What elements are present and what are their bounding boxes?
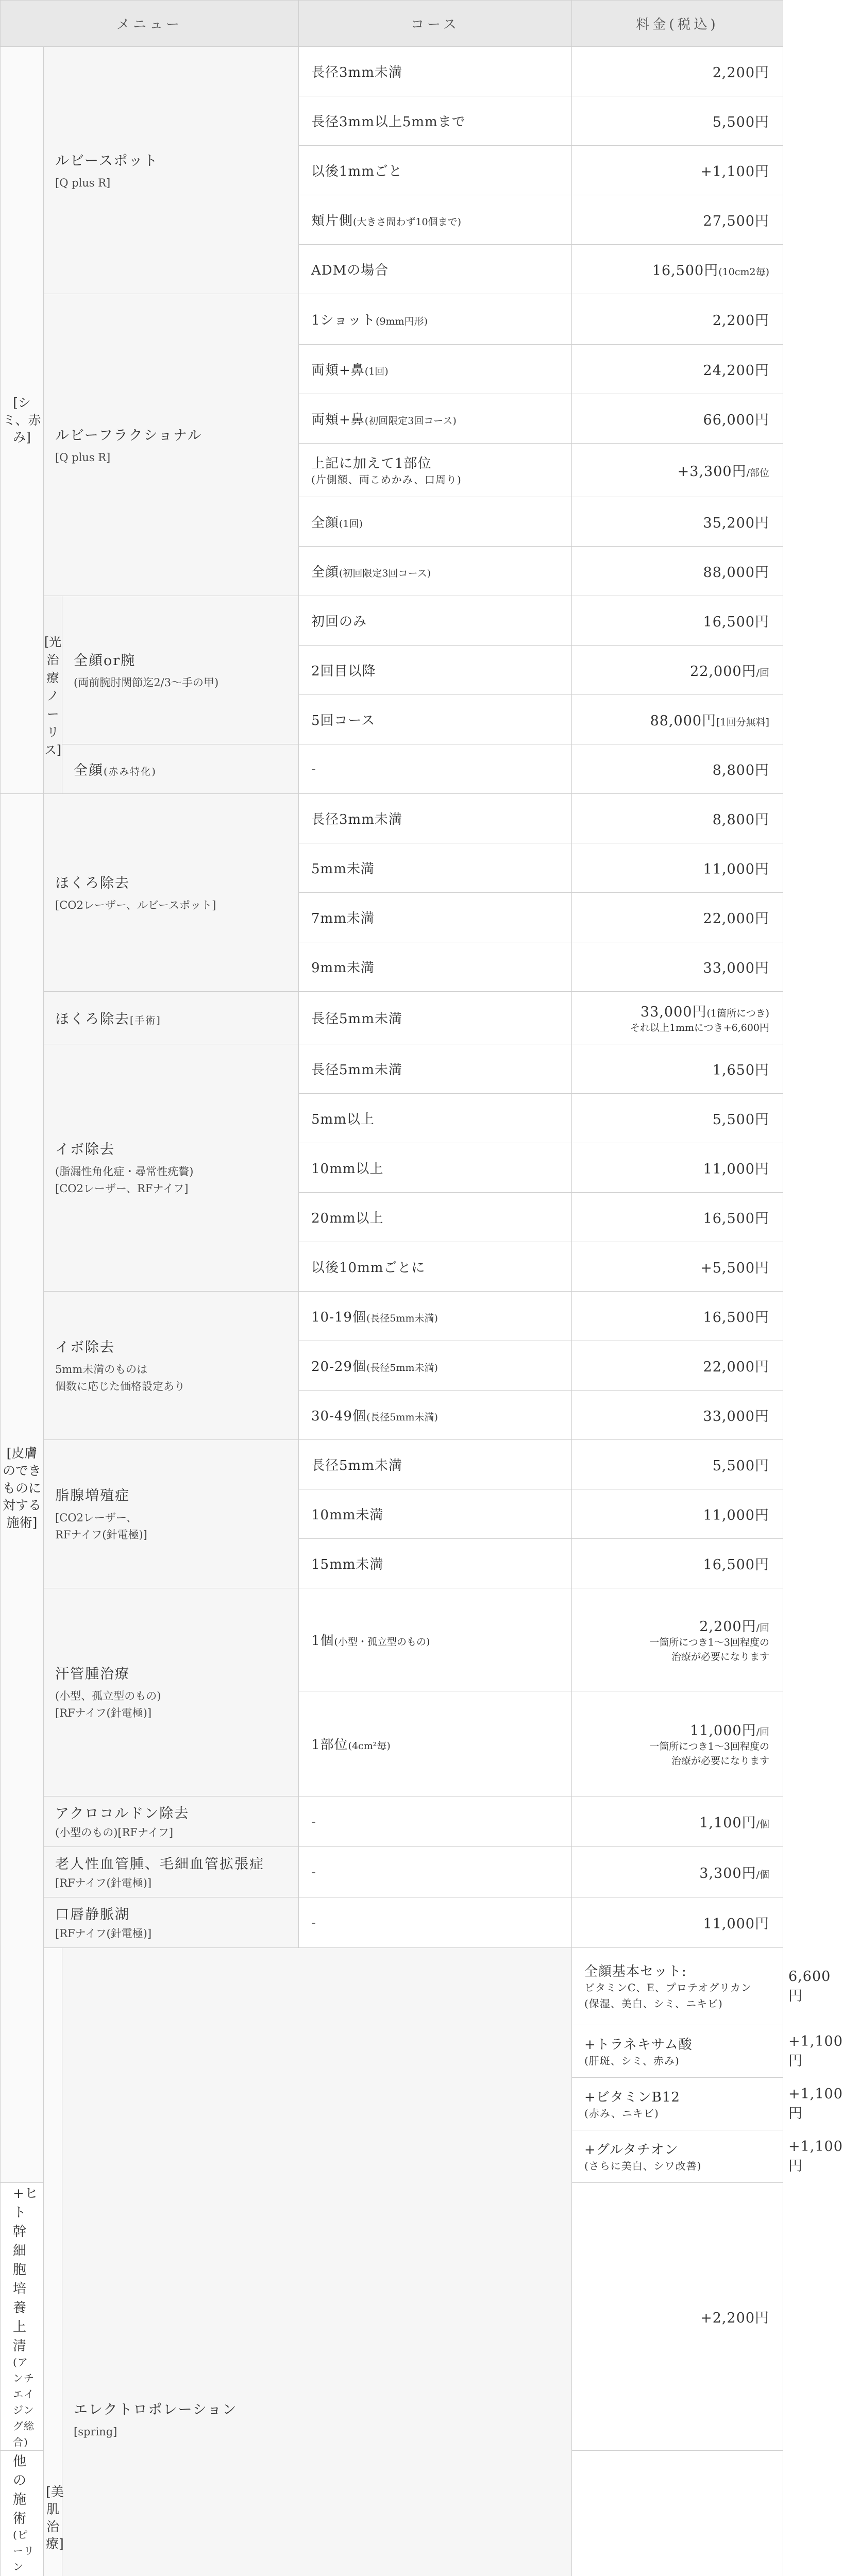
price-cell: 11,000円 (572, 843, 783, 893)
header-price: 料金(税込) (572, 1, 783, 47)
price-cell: 1,650円 (572, 1044, 783, 1094)
price-note-extra: 一箇所につき1〜3回程度の (649, 1636, 769, 1648)
price-value: +3,300円 (677, 464, 747, 480)
course-note: (片側額、両こめかみ、口周り) (311, 473, 462, 486)
menu-noris (62, 596, 299, 744)
price-note: [1回分無料] (716, 717, 769, 728)
course-note: (長径5mm未満) (366, 1313, 438, 1324)
course-label: 1個 (311, 1633, 334, 1649)
price-cell: 11,000円 (572, 1897, 783, 1948)
price-cell (572, 1847, 783, 1897)
course-cell (299, 345, 572, 394)
course-cell (299, 1691, 572, 1797)
menu-note: [RFナイフ(針電極)] (55, 1927, 152, 1940)
course-cell: ADMの場合 (299, 245, 572, 294)
price-note-extra: 治療が必要になります (671, 1755, 769, 1767)
course-label: 頬片側 (311, 213, 353, 229)
course-cell: 20mm以上 (299, 1193, 572, 1242)
course-note: (保湿、美白、シミ、ニキビ) (584, 1997, 723, 2010)
course-cell (299, 294, 572, 345)
course-cell (299, 1391, 572, 1440)
header-course: コース (299, 1, 572, 47)
table-row: +グルタチオン (さらに美白、シワ改善) +1,100円 (1, 2130, 783, 2183)
price-note: /回 (756, 667, 769, 679)
menu-ibo-count (44, 1292, 299, 1440)
price-cell: 22,000円 (572, 1341, 783, 1391)
menu-note: 5mm未満のものは (55, 1363, 148, 1376)
table-row (1, 744, 783, 794)
course-cell (299, 547, 572, 596)
price-cell (572, 695, 783, 744)
course-note: (初回限定3回コース) (364, 415, 457, 427)
course-label: 両頬+鼻 (311, 412, 365, 428)
menu-ibo (44, 1044, 299, 1292)
price-cell: 27,500円 (572, 195, 783, 245)
price-cell: 16,500円 (572, 1292, 783, 1341)
table-row (1, 1440, 783, 1489)
course-cell: 長径3mm未満 (299, 794, 572, 843)
course-cell: - (299, 744, 572, 794)
course-cell (572, 2025, 783, 2078)
course-note: (長径5mm未満) (366, 1362, 438, 1374)
course-cell (299, 1341, 572, 1391)
menu-name: 口唇静脈湖 (55, 1906, 130, 1923)
menu-kankan (44, 1588, 299, 1797)
course-cell (1, 2183, 44, 2451)
table-row: +トラネキサム酸 (肝斑、シミ、赤み) +1,100円 (1, 2025, 783, 2078)
price-value: 11,000円 (690, 1722, 756, 1739)
menu-name: エレクトロポレーション (74, 2401, 238, 2418)
course-note: ビタミンC、E、プロテオグリカン (584, 1981, 752, 1994)
price-cell: 22,000円 (572, 893, 783, 942)
menu-hokuro (44, 794, 299, 992)
course-note: (長径5mm未満) (366, 1412, 438, 1423)
course-cell: 5回コース (299, 695, 572, 744)
course-note: (9mm円形) (376, 316, 428, 327)
menu-name: ルビーフラクショナル (55, 427, 203, 444)
course-cell: 長径3mm未満 (299, 47, 572, 96)
menu-name: 脂腺増殖症 (55, 1488, 130, 1504)
course-cell: - (299, 1897, 572, 1948)
menu-name-text: ほくろ除去 (55, 1011, 130, 1027)
course-label: +ビタミンB12 (584, 2089, 680, 2105)
course-cell: 長径5mm未満 (299, 1044, 572, 1094)
menu-note: [CO2レーザー、RFナイフ] (55, 1182, 189, 1195)
course-label: 全顔基本セット: (584, 1964, 687, 1979)
course-label: 全顔 (311, 515, 340, 531)
course-cell (572, 1948, 783, 2025)
menu-note: (小型のもの)[RFナイフ] (55, 1826, 174, 1839)
price-cell: 8,800円 (572, 744, 783, 794)
menu-name: ほくろ除去 (55, 875, 130, 891)
price-cell: 5,500円 (572, 1094, 783, 1143)
course-note: (小型・孤立型のもの) (334, 1636, 430, 1648)
price-value: 2,200円 (699, 1618, 756, 1635)
course-label: 1ショット (311, 313, 376, 328)
category-bihada: [美肌治療] (44, 1948, 62, 2576)
menu-note: (両前腕肘関節迄2/3〜手の甲) (74, 676, 219, 689)
menu-note: (小型、孤立型のもの) (55, 1690, 161, 1703)
course-note: (赤み、ニキビ) (584, 2107, 659, 2120)
menu-note: RFナイフ(針電極)] (55, 1529, 147, 1541)
course-cell: 5mm未満 (299, 843, 572, 893)
price-cell: 88,000円 (572, 547, 783, 596)
course-label: 20-29個 (311, 1359, 366, 1375)
price-cell: 11,000円 (572, 1143, 783, 1193)
course-note: (肝斑、シミ、赤み) (584, 2054, 680, 2067)
menu-note: [RFナイフ(針電極)] (55, 1707, 152, 1719)
course-cell (299, 1588, 572, 1691)
course-label: 全顔 (311, 565, 340, 580)
table-row (1, 1847, 783, 1897)
course-note: (1回) (364, 366, 389, 377)
menu-shibou (44, 1440, 299, 1588)
table-row (1, 294, 783, 345)
course-cell (299, 444, 572, 497)
menu-name: イボ除去 (55, 1340, 115, 1356)
menu-note: (赤み特化) (104, 766, 157, 777)
course-note: (1回) (339, 518, 363, 530)
table-row: [美肌治療] エレクトロポレーション [spring] 全顔基本セット: ビタミンC、E、プロテオグリカン (保湿、美白、シミ、ニキビ) 6,600円 (1, 1948, 783, 2025)
course-cell (299, 394, 572, 444)
menu-name: 老人性血管腫、毛細血管拡張症 (55, 1856, 264, 1872)
menu-koushin (44, 1897, 299, 1948)
course-label: +トラネキサム酸 (584, 2037, 693, 2053)
category-skin: [皮膚のできものに対する施術] (1, 794, 44, 2183)
course-cell: 初回のみ (299, 596, 572, 646)
price-cell: 11,000円 (572, 1489, 783, 1539)
table-row (1, 1897, 783, 1948)
menu-name: 汗管腫治療 (55, 1666, 130, 1683)
price-value: 16,500円 (652, 263, 719, 279)
category-shimi: [シミ、赤み] (1, 47, 44, 794)
menu-note: [手術] (130, 1015, 161, 1026)
table-row (1, 1292, 783, 1341)
course-label: 両頬+鼻 (311, 363, 365, 378)
course-note: (アンチエイジング総合) (13, 2356, 35, 2448)
menu-note: [Q plus R] (55, 176, 111, 189)
price-cell: 24,200円 (572, 345, 783, 394)
menu-rojin (44, 1847, 299, 1897)
price-cell (572, 1588, 783, 1691)
menu-ruby-fractional (44, 294, 299, 596)
price-note: (10cm2毎) (718, 266, 769, 278)
header-menu: メニュー (1, 1, 299, 47)
course-cell: 10mm未満 (299, 1489, 572, 1539)
price-value: 1,100円 (699, 1815, 756, 1831)
menu-note: [CO2レーザー、ルビースポット] (55, 899, 216, 911)
course-cell: 2回目以降 (299, 646, 572, 695)
menu-name (55, 1008, 293, 1028)
menu-electroporation (62, 1948, 572, 2576)
price-cell: 2,200円 (572, 47, 783, 96)
price-cell (572, 992, 783, 1044)
price-value: 22,000円 (690, 664, 756, 680)
price-cell: 35,200円 (572, 497, 783, 547)
menu-name: 全顔or腕 (74, 652, 136, 669)
menu-akuro (44, 1797, 299, 1847)
table-row: +ビタミンB12 (赤み、ニキビ) +1,100円 (1, 2078, 783, 2130)
price-cell: 16,500円 (572, 596, 783, 646)
course-cell (572, 2078, 783, 2130)
table-row (1, 992, 783, 1044)
course-note: (初回限定3回コース) (339, 568, 431, 579)
menu-note: [RFナイフ(針電極)] (55, 1876, 152, 1889)
menu-noris-red (62, 744, 299, 794)
price-note-extra: 一箇所につき1〜3回程度の (649, 1740, 769, 1752)
price-cell: 2,200円 (572, 294, 783, 345)
course-cell: 10mm以上 (299, 1143, 572, 1193)
menu-note: [spring] (74, 2425, 117, 2438)
price-note: /回 (756, 1726, 769, 1738)
price-cell (572, 1691, 783, 1797)
course-label: 他の施術 (13, 2454, 27, 2527)
course-label: 上記に加えて1部位 (311, 455, 432, 471)
price-cell: 8,800円 (572, 794, 783, 843)
price-note: /部位 (746, 467, 769, 479)
course-label: +ヒト幹細胞培養上清 (13, 2186, 39, 2354)
course-cell (299, 195, 572, 245)
menu-ruby-spot (44, 47, 299, 294)
course-label: 10-19個 (311, 1310, 366, 1325)
course-cell: - (299, 1797, 572, 1847)
course-cell (299, 1292, 572, 1341)
menu-name: イボ除去 (55, 1142, 115, 1158)
price-cell: 33,000円 (572, 942, 783, 992)
price-cell: +1,100円 (572, 146, 783, 195)
menu-note: [CO2レーザー、 (55, 1512, 137, 1524)
price-cell: 5,500円 (572, 96, 783, 146)
course-cell (1, 2451, 44, 2576)
table-row (1, 1588, 783, 1691)
course-note: (4cm²毎) (348, 1740, 391, 1752)
course-note: (大きさ問わず10個まで) (353, 216, 462, 228)
price-value: 3,300円 (699, 1866, 756, 1882)
price-value: 33,000円 (640, 1004, 707, 1020)
menu-hokuro-surgery (44, 992, 299, 1044)
price-cell (572, 2451, 783, 2576)
course-cell: 9mm未満 (299, 942, 572, 992)
table-row (1, 596, 783, 646)
menu-note: (脂漏性角化症・尋常性疣贅) (55, 1165, 194, 1178)
subcategory-hikari: [光治療ノーリス] (44, 596, 62, 794)
price-cell: 16,500円 (572, 1539, 783, 1588)
price-cell: 5,500円 (572, 1440, 783, 1489)
price-note-extra: それ以上1mmにつき+6,600円 (630, 1022, 769, 1033)
price-note: /回 (756, 1622, 769, 1634)
table-row (1, 794, 783, 843)
table-row (1, 1797, 783, 1847)
price-cell: +5,500円 (572, 1242, 783, 1292)
price-cell: 33,000円 (572, 1391, 783, 1440)
course-cell: 7mm未満 (299, 893, 572, 942)
course-cell: 長径5mm未満 (299, 1440, 572, 1489)
course-note: (さらに美白、シワ改善) (584, 2159, 702, 2172)
course-cell: - (299, 1847, 572, 1897)
price-note: /個 (756, 1869, 769, 1880)
menu-name (74, 759, 293, 779)
course-cell: 15mm未満 (299, 1539, 572, 1588)
price-cell (572, 245, 783, 294)
price-note: /個 (756, 1819, 769, 1830)
price-cell (572, 444, 783, 497)
price-note: (1箇所につき) (706, 1007, 769, 1019)
course-cell: 以後10mmごとに (299, 1242, 572, 1292)
course-label: 1部位 (311, 1737, 348, 1753)
price-cell: 66,000円 (572, 394, 783, 444)
menu-name: ルビースポット (55, 152, 159, 169)
course-label: +グルタチオン (584, 2142, 679, 2158)
course-label: 30-49個 (311, 1409, 366, 1424)
course-note: (ピーリン (13, 2529, 35, 2573)
menu-name-text: 全顔 (74, 762, 104, 778)
menu-note: [Q plus R] (55, 451, 111, 464)
course-cell: 長径5mm未満 (299, 992, 572, 1044)
price-value: 88,000円 (650, 713, 717, 729)
course-cell: 5mm以上 (299, 1094, 572, 1143)
price-cell (572, 1797, 783, 1847)
menu-name: アクロコルドン除去 (55, 1805, 190, 1822)
price-cell: 16,500円 (572, 1193, 783, 1242)
table-row (1, 1044, 783, 1094)
course-cell: 長径3mm以上5mmまで (299, 96, 572, 146)
price-cell: +2,200円 (572, 2183, 783, 2451)
table-header-row (1, 1, 783, 47)
course-cell (299, 497, 572, 547)
price-note-extra: 治療が必要になります (671, 1651, 769, 1663)
course-cell: 以後1mmごと (299, 146, 572, 195)
menu-note: 個数に応じた価格設定あり (55, 1380, 185, 1393)
course-cell (572, 2130, 783, 2183)
table-row (1, 47, 783, 96)
price-cell (572, 646, 783, 695)
